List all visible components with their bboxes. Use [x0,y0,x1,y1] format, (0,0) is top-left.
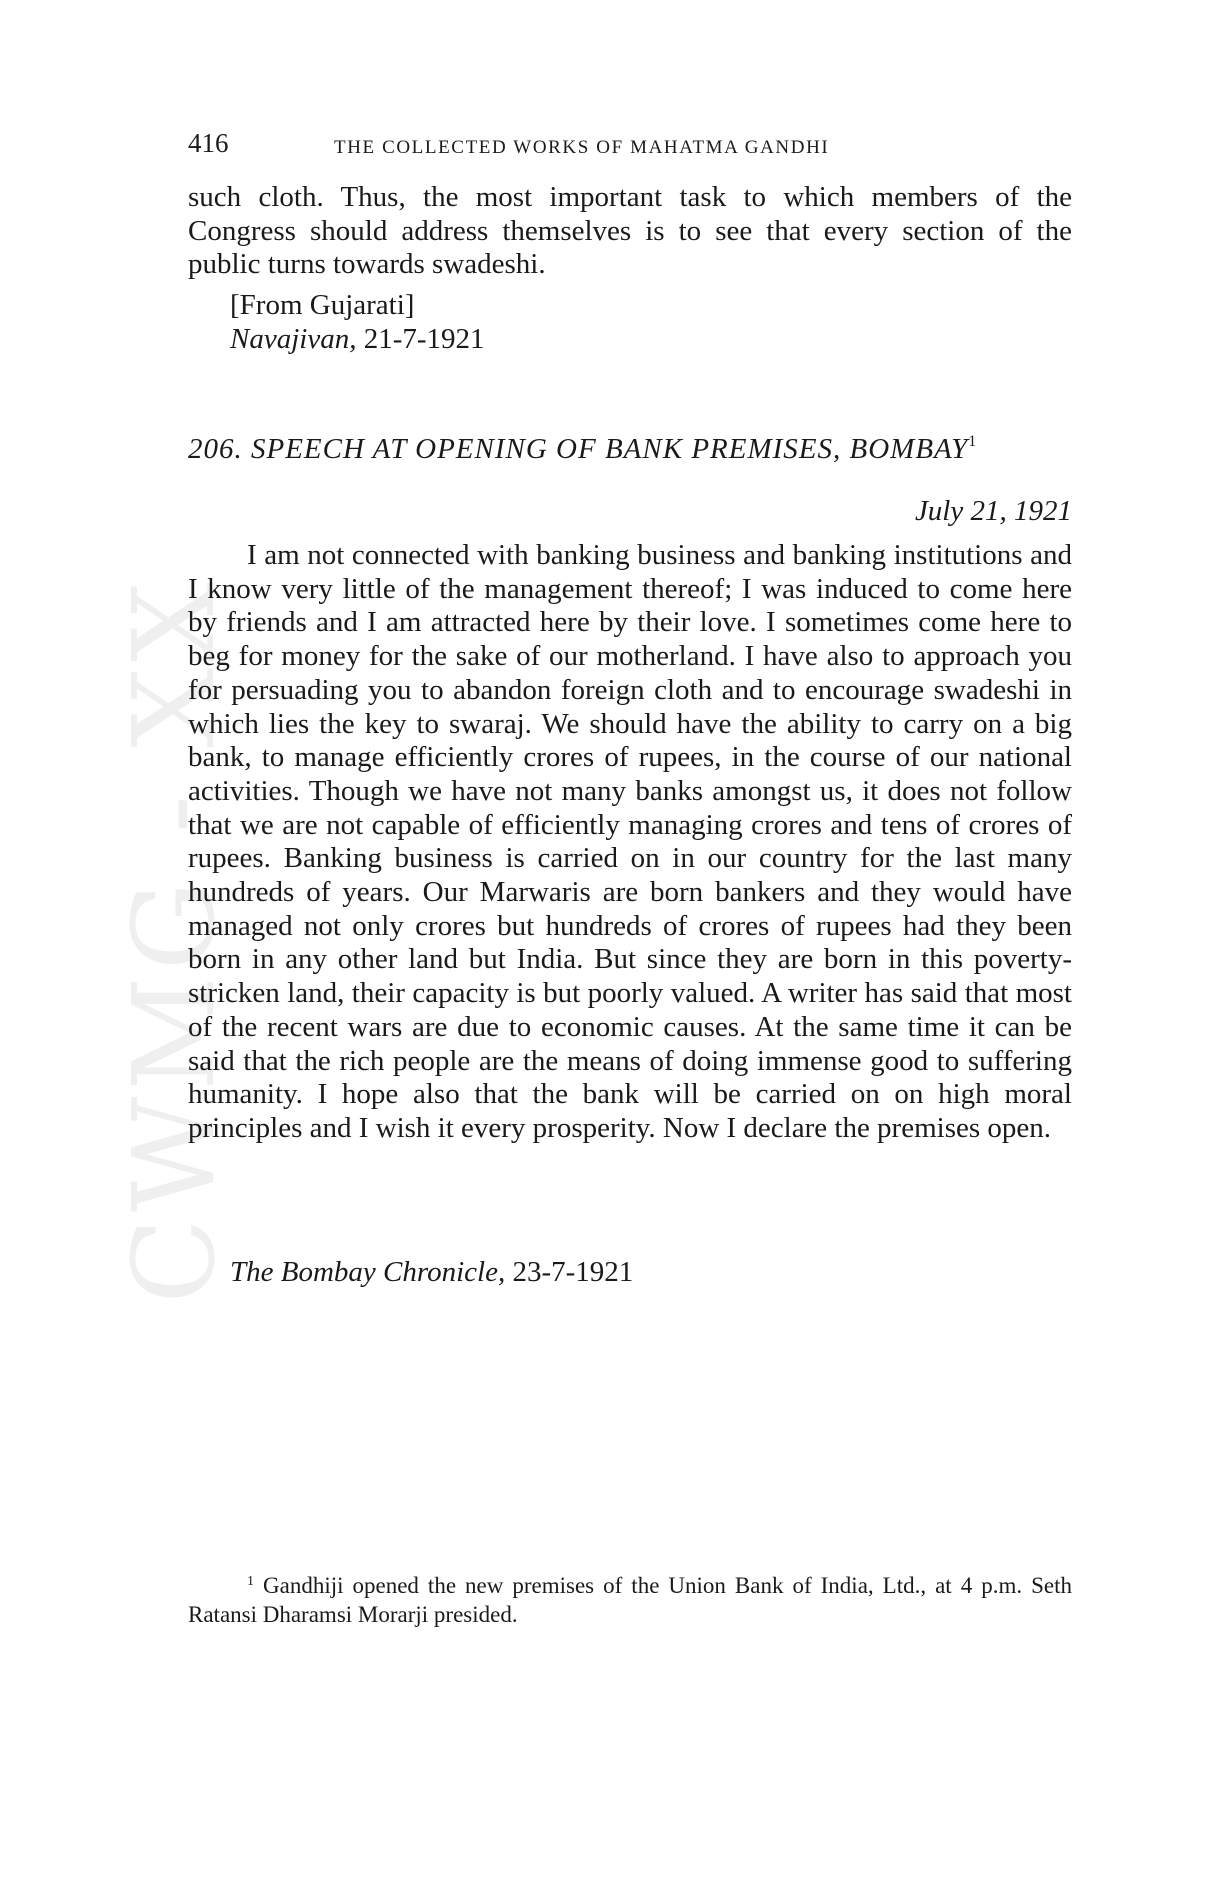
footnote-marker: 1 [968,433,978,450]
speech-body: I am not connected with banking business and banking institutions and I know very little of the management thereof; I was induced to come here by friends and I am attracted here by their love. I sometimes come here to beg for money for the sake of our motherland. I have also to approach you for persuading you to abandon foreign cloth and to encourage swadeshi in which lies the key to swaraj. We should have the ability to carry on a big bank, to manage efficiently crores of rupees, in the course of our national activities. Though we have not many banks amongst us, it does not follow that we are not capable of efficiently managing crores and tens of crores of rupees. Banking business is carried on in our country for the last many hundreds of years. Our Marwaris are born bankers and they would have managed not only crores but hundreds of crores of rupees had they been born in any other land but India. But since they are born in this poverty-stricken land, their capacity is but poorly valued. A writer has said that most of the recent wars are due to economic causes. At the same time it can be said that the rich people are the means of doing immense good to suffering humanity. I hope also that the bank will be carried on on high moral principles and I wish it every prosperity. Now I declare the premises open. [188,539,1072,1144]
page-number: 416 [188,128,229,158]
section-title-text: 206. SPEECH AT OPENING OF BANK PREMISES, BOMBAY [188,433,969,465]
speech-date: July 21, 1921 [914,495,1072,527]
footnote-number: 1 [247,1574,254,1589]
source-language-note: [From Gujarati] [230,289,415,321]
source-publication: Navajivan, [230,323,357,355]
footnote [188,1567,1072,1629]
watermark-text: CWMG - XX [110,576,240,1304]
source-citation [230,323,485,357]
page-header [188,128,1072,168]
speech-source-publication: The Bombay Chronicle, [230,1256,506,1288]
speech-source-date: 23-7-1921 [512,1256,634,1288]
source-date: 21-7-1921 [363,323,485,355]
running-head: THE COLLECTED WORKS OF MAHATMA GANDHI [334,137,830,158]
continuation-paragraph: such cloth. Thus, the most important task to which members of the Congress should address themselves is to see that every section of the public turns towards swadeshi. [188,181,1072,281]
speech-source-citation [230,1256,633,1290]
section-title [188,433,977,466]
footnote-text: Gandhiji opened the new premises of the Union Bank of India, Ltd., at 4 p.m. Seth Ratansi Dharamsi Morarji presided. [188,1573,1073,1627]
